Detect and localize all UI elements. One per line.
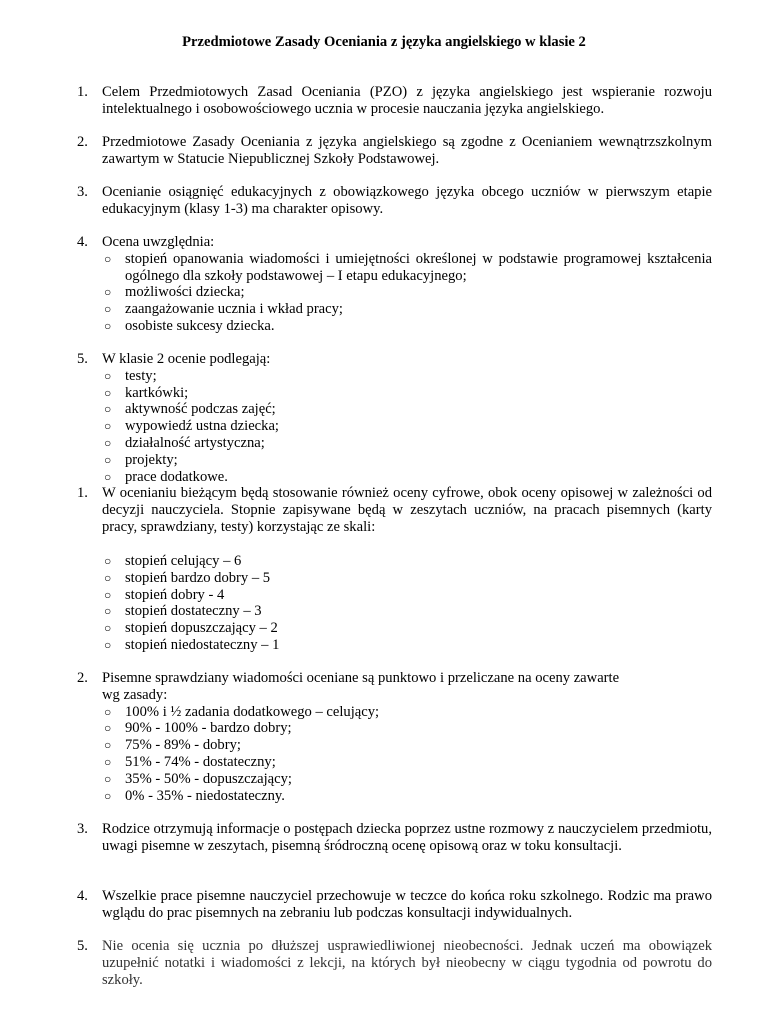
paragraph-1 [0,84,768,118]
paragraph-3 [0,184,768,218]
paragraph-text: Ocena uwzględnia: [102,234,215,250]
circle-bullet-icon: ○ [104,302,112,317]
grading-paragraph-4 [0,888,768,922]
item-number: 4. [77,888,88,904]
circle-bullet-icon: ○ [104,469,112,484]
item-number: 3. [77,184,88,200]
paragraph-text: Przedmiotowe Zasady Oceniania z języka angielskiego są zgodne z Ocenianiem wewnątrzszkolnym zawartym w Statucie Niepublicznej Szkoły Podstawowej. [102,134,712,167]
percentage-scale-list [0,704,768,805]
list-item: ○ 0% - 35% - niedostateczny. [104,787,285,804]
paragraph-4 [0,234,768,335]
grading-paragraph-2 [0,670,768,804]
grading-paragraph-5 [0,938,768,988]
list-item: ○ testy; [104,367,157,384]
paragraph-text: Wszelkie prace pisemne nauczyciel przechowuje w teczce do końca roku szkolnego. Rodzic ma prawo wglądu do prac pisemnych na zebraniu lub podczas konsultacji indywidualnych. [102,888,712,921]
paragraph-text: Ocenianie osiągnięć edukacyjnych z obowiązkowego języka obcego uczniów w pierwszym etapie edukacyjnym (klasy 1-3) ma charakter opisowy. [102,184,712,217]
list-item: ○ stopień dostateczny – 3 [104,603,262,620]
circle-bullet-icon: ○ [104,604,112,619]
circle-bullet-icon: ○ [104,554,112,568]
list-item: ○ 100% i ½ zadania dodatkowego – celujący; [104,703,380,720]
grade-scale-list [0,553,768,654]
item-number: 4. [77,234,88,250]
paragraph-text: Rodzice otrzymują informacje o postępach dziecka poprzez ustne rozmowy z nauczycielem przedmiotu, uwagi pisemne w zeszytach, pisemną śródroczną ocenę opisową oraz w toku konsultacji. [102,821,712,854]
list-item: ○ prace dodatkowe. [104,468,228,485]
circle-bullet-icon: ○ [104,402,112,417]
circle-bullet-icon: ○ [104,704,112,719]
circle-bullet-icon: ○ [104,285,112,300]
list-item: ○ stopień opanowania wiadomości i umiejętności określonej w podstawie programowej kształcenia ogólnego dla szkoły podstawowej – I etapu edukacyjnego; [104,250,712,284]
list-item: ○ 51% - 74% - dostateczny; [104,753,276,770]
list-item: ○ stopień dobry - 4 [104,586,225,603]
list-item: ○ projekty; [104,451,178,468]
assessed-items-list [0,368,768,486]
circle-bullet-icon: ○ [104,435,112,450]
circle-bullet-icon: ○ [104,570,112,585]
circle-bullet-icon: ○ [104,385,112,400]
item-number: 2. [77,670,88,686]
grading-paragraph-3 [0,821,768,855]
criteria-list [0,251,768,335]
circle-bullet-icon: ○ [104,738,112,753]
circle-bullet-icon: ○ [104,368,112,383]
list-item: ○ stopień bardzo dobry – 5 [104,569,271,586]
list-item: ○ kartkówki; [104,384,189,401]
list-item: ○ stopień dopuszczający – 2 [104,620,278,637]
list-item: ○ aktywność podczas zajęć; [104,401,276,418]
circle-bullet-icon: ○ [104,771,112,786]
list-item: ○ 90% - 100% - bardzo dobry; [104,720,292,737]
item-number: 2. [77,134,88,150]
circle-bullet-icon: ○ [104,754,112,769]
list-item: ○ 35% - 50% - dopuszczający; [104,770,292,787]
circle-bullet-icon: ○ [104,637,112,652]
paragraph-2 [0,134,768,168]
circle-bullet-icon: ○ [104,721,112,736]
circle-bullet-icon: ○ [104,318,112,333]
circle-bullet-icon: ○ [104,621,112,636]
paragraph-text: Pisemne sprawdziany wiadomości oceniane są punktowo i przeliczane na oceny zawarte [102,670,620,686]
list-item: ○ stopień niedostateczny – 1 [104,636,280,653]
paragraph-text: W ocenianiu bieżącym będą stosowanie również oceny cyfrowe, obok oceny opisowej w zależności od decyzji nauczyciela. Stopnie zapisywane będą w zeszytach uczniów, na pracach pisemnych (karty pracy, sprawdziany, testy) korzystając ze skali: [102,485,712,535]
item-number: 1. [77,485,88,501]
circle-bullet-icon: ○ [104,251,112,266]
list-item: ○ 75% - 89% - dobry; [104,737,241,754]
item-number: 5. [77,351,88,367]
grading-paragraph-1 [0,485,768,535]
paragraph-5 [0,351,768,485]
list-item: ○ stopień celujący – 6 [104,553,242,569]
list-item: ○ zaangażowanie ucznia i wkład pracy; [104,301,343,318]
circle-bullet-icon: ○ [104,452,112,467]
list-item: ○ działalność artystyczna; [104,434,265,451]
list-item: ○ wypowiedź ustna dziecka; [104,418,279,435]
item-number: 1. [77,84,88,100]
paragraph-text: W klasie 2 ocenie podlegają: [102,351,271,367]
circle-bullet-icon: ○ [104,788,112,803]
circle-bullet-icon: ○ [104,419,112,434]
circle-bullet-icon: ○ [104,587,112,602]
list-item: ○ osobiste sukcesy dziecka. [104,317,275,334]
paragraph-text: Celem Przedmiotowych Zasad Oceniania (PZO) z języka angielskiego jest wspieranie rozwoju intelektualnego i osobowościowego ucznia w procesie nauczania języka angielskiego. [102,84,712,117]
item-number: 3. [77,821,88,837]
page-title: Przedmiotowe Zasady Oceniania z języka angielskiego w klasie 2 [182,34,586,50]
paragraph-text: Nie ocenia się ucznia po dłuższej usprawiedliwionej nieobecności. Jednak uczeń ma obowiązek uzupełnić notatki i wiadomości z lekcji, na których był nieobecny w ciągu tygodnia od powrotu do szkoły. [102,938,712,988]
list-item: ○ możliwości dziecka; [104,284,245,301]
paragraph-text-continued: wg zasady: [102,686,168,703]
item-number: 5. [77,938,88,954]
